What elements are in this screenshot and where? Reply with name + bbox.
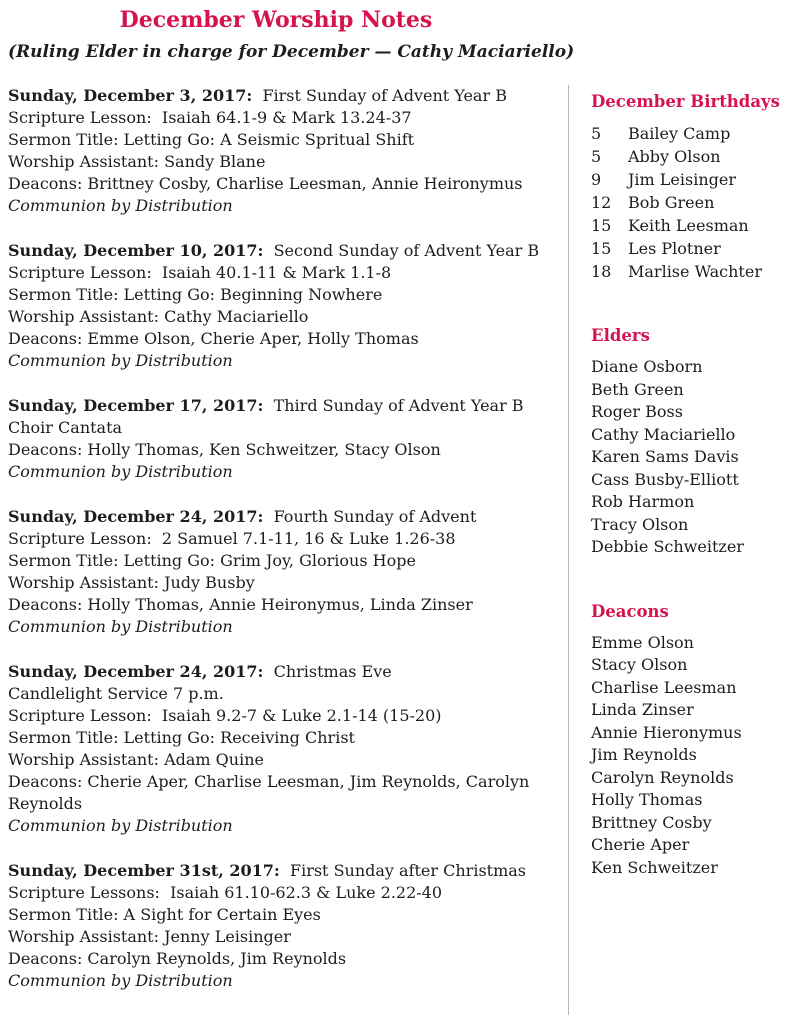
birthday-day: 15 [591,216,612,235]
service-heading: Sunday, December 17, 2017: Third Sunday of Advent Year B [8,396,524,415]
birthday-day: 5 [591,124,602,143]
elder-name: Debbie Schweitzer [591,537,744,556]
birthday-name: Bailey Camp [628,124,731,143]
service-entry [8,860,560,992]
service-heading: Sunday, December 31st, 2017: First Sunday after Christmas [8,861,527,880]
deacon-name: Carolyn Reynolds [591,767,734,787]
birthday-row [591,145,790,168]
service-date: Sunday, December 24, 2017: [8,507,264,526]
deacon-name: Cherie Aper [591,835,690,854]
birthday-day: 18 [591,262,612,281]
service-line: Sermon Title: Letting Go: Receiving Christ [8,728,355,747]
service-line: Scripture Lesson: 2 Samuel 7.1-11, 16 & Luke 1.26-38 [8,529,456,548]
service-entry [8,85,560,217]
service-line: Deacons: Holly Thomas, Annie Heironymus, Linda Zinser [8,595,473,614]
communion-note: Communion by Distribution [8,462,233,481]
elder-name: Beth Green [591,379,684,399]
worship-schedule [8,85,560,1015]
page-subtitle: (Ruling Elder in charge for December — Cathy Maciariello) [8,42,575,62]
birthdays-section [591,91,790,283]
birthday-day: 5 [591,147,602,166]
birthday-name: Abby Olson [628,147,721,166]
elder-name: Diane Osborn [591,357,703,376]
service-line: Scripture Lesson: Isaiah 40.1-11 & Mark 1.1-8 [8,263,392,282]
service-line: Deacons: Emme Olson, Cherie Aper, Holly Thomas [8,329,419,348]
service-line: Worship Assistant: Jenny Leisinger [8,927,291,946]
elders-section [591,325,790,559]
deacon-name: Holly Thomas [591,790,703,809]
service-line: Deacons: Cherie Aper, Charlise Leesman, Jim Reynolds, Carolyn Reynolds [8,772,535,813]
deacon-name: Linda Zinser [591,700,694,719]
elders-heading: Elders [591,326,650,345]
service-line: Deacons: Holly Thomas, Ken Schweitzer, Stacy Olson [8,440,441,459]
deacon-name: Charlise Leesman [591,677,737,697]
service-heading: Sunday, December 10, 2017: Second Sunday of Advent Year B [8,241,540,260]
service-date: Sunday, December 31st, 2017: [8,861,280,880]
elders-list [591,356,790,559]
birthdays-heading: December Birthdays [591,92,780,111]
birthday-day: 9 [591,170,602,189]
service-line: Worship Assistant: Judy Busby [8,573,255,592]
service-line: Choir Cantata [8,418,123,437]
communion-note: Communion by Distribution [8,816,233,835]
service-line: Worship Assistant: Cathy Maciariello [8,307,309,326]
birthday-list [591,122,790,283]
deacon-name: Jim Reynolds [591,745,697,764]
deacon-name: Annie Hieronymus [591,722,742,742]
elder-name: Cass Busby-Elliott [591,469,739,489]
service-line: Sermon Title: A Sight for Certain Eyes [8,905,321,924]
page-title: December Worship Notes [119,7,433,33]
communion-note: Communion by Distribution [8,196,233,215]
communion-note: Communion by Distribution [8,351,233,370]
service-line: Candlelight Service 7 p.m. [8,684,224,703]
service-date: Sunday, December 3, 2017: [8,86,253,105]
service-line: Deacons: Carolyn Reynolds, Jim Reynolds [8,949,347,968]
deacon-name: Stacy Olson [591,655,688,674]
service-line: Worship Assistant: Sandy Blane [8,152,266,171]
deacons-heading: Deacons [591,601,669,621]
birthday-name: Marlise Wachter [628,262,762,281]
birthday-name: Les Plotner [628,239,721,258]
service-line: Deacons: Brittney Cosby, Charlise Leesman, Annie Heironymus [8,174,523,193]
service-date: Sunday, December 17, 2017: [8,396,264,415]
service-line: Sermon Title: Letting Go: Beginning Nowhere [8,285,383,304]
birthday-row [591,260,790,283]
elder-name: Karen Sams Davis [591,447,739,466]
service-line: Worship Assistant: Adam Quine [8,750,264,769]
deacons-list [591,632,790,880]
communion-note: Communion by Distribution [8,971,233,990]
content-columns [8,85,790,1015]
birthday-name: Bob Green [628,193,715,212]
service-date: Sunday, December 10, 2017: [8,241,264,260]
service-date: Sunday, December 24, 2017: [8,662,264,681]
service-heading: Sunday, December 24, 2017: Christmas Eve [8,662,392,681]
birthday-row [591,168,790,191]
service-line: Sermon Title: Letting Go: A Seismic Spritual Shift [8,130,415,149]
service-line: Scripture Lesson: Isaiah 64.1-9 & Mark 13.24-37 [8,108,412,127]
service-entry [8,240,560,372]
service-entry [8,395,560,483]
elder-name: Cathy Maciariello [591,424,736,444]
communion-note: Communion by Distribution [8,617,233,636]
birthday-row [591,122,790,145]
elder-name: Roger Boss [591,402,683,421]
deacon-name: Brittney Cosby [591,812,712,832]
birthday-name: Keith Leesman [628,216,749,235]
service-entry [8,661,560,837]
service-line: Sermon Title: Letting Go: Grim Joy, Glorious Hope [8,551,416,570]
service-entry [8,506,560,638]
sidebar [568,85,790,1015]
deacon-name: Emme Olson [591,632,694,652]
service-line: Scripture Lessons: Isaiah 61.10-62.3 & Luke 2.22-40 [8,883,443,902]
service-heading: Sunday, December 24, 2017: Fourth Sunday of Advent [8,507,477,526]
birthday-row [591,191,790,214]
service-line: Scripture Lesson: Isaiah 9.2-7 & Luke 2.1-14 (15-20) [8,706,442,725]
birthday-day: 12 [591,193,612,212]
birthday-row [591,237,790,260]
birthday-row [591,214,790,237]
service-heading: Sunday, December 3, 2017: First Sunday of Advent Year B [8,86,507,105]
birthday-name: Jim Leisinger [628,170,736,189]
elder-name: Rob Harmon [591,492,695,511]
deacon-name: Ken Schweitzer [591,857,718,877]
elder-name: Tracy Olson [591,514,689,534]
birthday-day: 15 [591,239,612,258]
deacons-section [591,601,790,880]
